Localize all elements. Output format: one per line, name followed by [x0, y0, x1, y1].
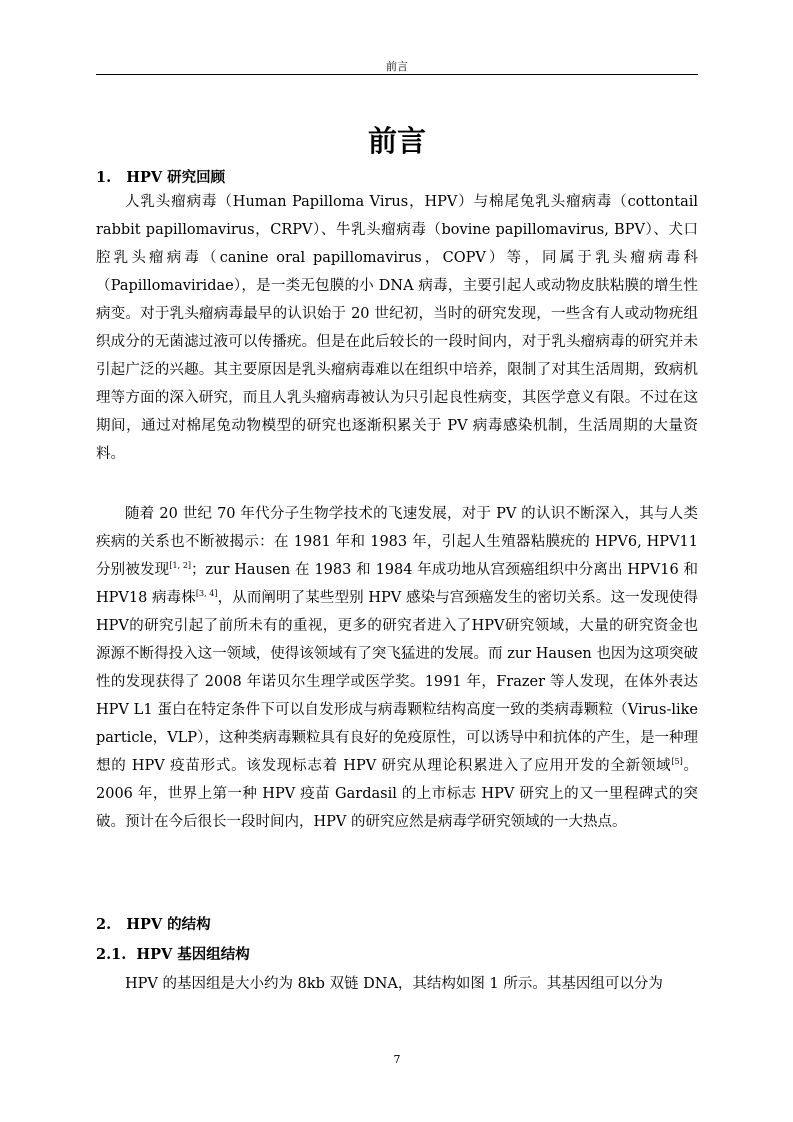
page-title: 前言	[367, 124, 426, 158]
header-divider	[96, 74, 698, 75]
paragraph-text	[96, 500, 698, 836]
section-heading-1: 1. HPV 研究回顾	[96, 169, 226, 186]
text-run: 随着 20 世纪 70 年代分子生物学技术的飞速发展，对于 PV 的认识不断深入，其与人类疾病的关系也不断被揭示：在 1981 年和 1983 年，引起人生殖器粘膜疣的 HPV6, HPV11 分别被发现	[96, 506, 698, 578]
running-header: 前言	[386, 60, 408, 73]
subsection-heading-2-1: 2.1. HPV 基因组结构	[96, 946, 250, 963]
text-run: ，从而阐明了某些型别 HPV 感染与宫颈癌发生的密切关系。这一发现使得HPV的研究引起了前所未有的重视，更多的研究者进入了HPV研究领域，大量的研究资金也源源不断得投入这一领域，使得该领域有了突飞猛进的发展。而 zur Hausen 也因为这项突破性的发现获得了 2008 年诺贝尔生理学或医学奖。1991 年，Frazer 等人发现，在体外表达 HPV L1 蛋白在特定条件下可以自发形成与病毒颗粒结构高度一致的类病毒颗粒（Virus-like particle，VLP），这种类病毒颗粒具有良好的免疫原性，可以诱导中和抗体的产生，是一种理想的 HPV 疫苗形式。该发现标志着 HPV 研究从理论积累进入了应用开发的全新领域	[96, 590, 699, 774]
section-heading-2: 2. HPV 的结构	[96, 916, 211, 933]
citation-ref: [1, 2]	[169, 561, 192, 571]
section1-paragraph-1	[96, 188, 698, 468]
paragraph-text: HPV 的基因组是大小约为 8kb 双链 DNA，其结构如图 1 所示。其基因组可以分为	[125, 976, 663, 992]
text-run: 。2006 年，世界上第一种 HPV 疫苗 Gardasil 的上市标志 HPV 研究上的又一里程碑式的突破。预计在今后很长一段时间内，HPV 的研究应然是病毒学研究领域的一大热点。	[96, 758, 699, 830]
citation-ref: [5]	[671, 757, 683, 767]
text-run: ；zur Hausen 在 1983 和 1984 年成功地从宫颈癌组织中分离出 HPV16 和 HPV18 病毒株	[96, 562, 699, 606]
page-number: 7	[393, 1053, 401, 1066]
section1-paragraph-2	[96, 500, 698, 836]
paragraph-text: 人乳头瘤病毒（Human Papilloma Virus，HPV）与棉尾兔乳头瘤病毒（cottontail rabbit papillomavirus，CRPV）、牛乳头瘤病毒（bovine papillomavirus, BPV）、犬口腔乳头瘤病毒（canine oral papillomavirus，COPV）等，同属于乳头瘤病毒科（Papillomaviridae），是一类无包膜的小 DNA 病毒，主要引起人或动物皮肤粘膜的增生性病变。对于乳头瘤病毒最早的认识始于 20 世纪初，当时的研究发现，一些含有人或动物疣组织成分的无菌滤过液可以传播疣。但是在此后较长的一段时间内，对于乳头瘤病毒的研究并未引起广泛的兴趣。其主要原因是乳头瘤病毒难以在组织中培养，限制了对其生活周期，致病机理等方面的深入研究，而且人乳头瘤病毒被认为只引起良性病变，其医学意义有限。不过在这期间，通过对棉尾兔动物模型的研究也逐渐积累关于 PV 病毒感染机制，生活周期的大量资料。	[96, 194, 698, 462]
citation-ref: [3, 4]	[195, 589, 218, 599]
section2-paragraph-1	[96, 970, 698, 998]
